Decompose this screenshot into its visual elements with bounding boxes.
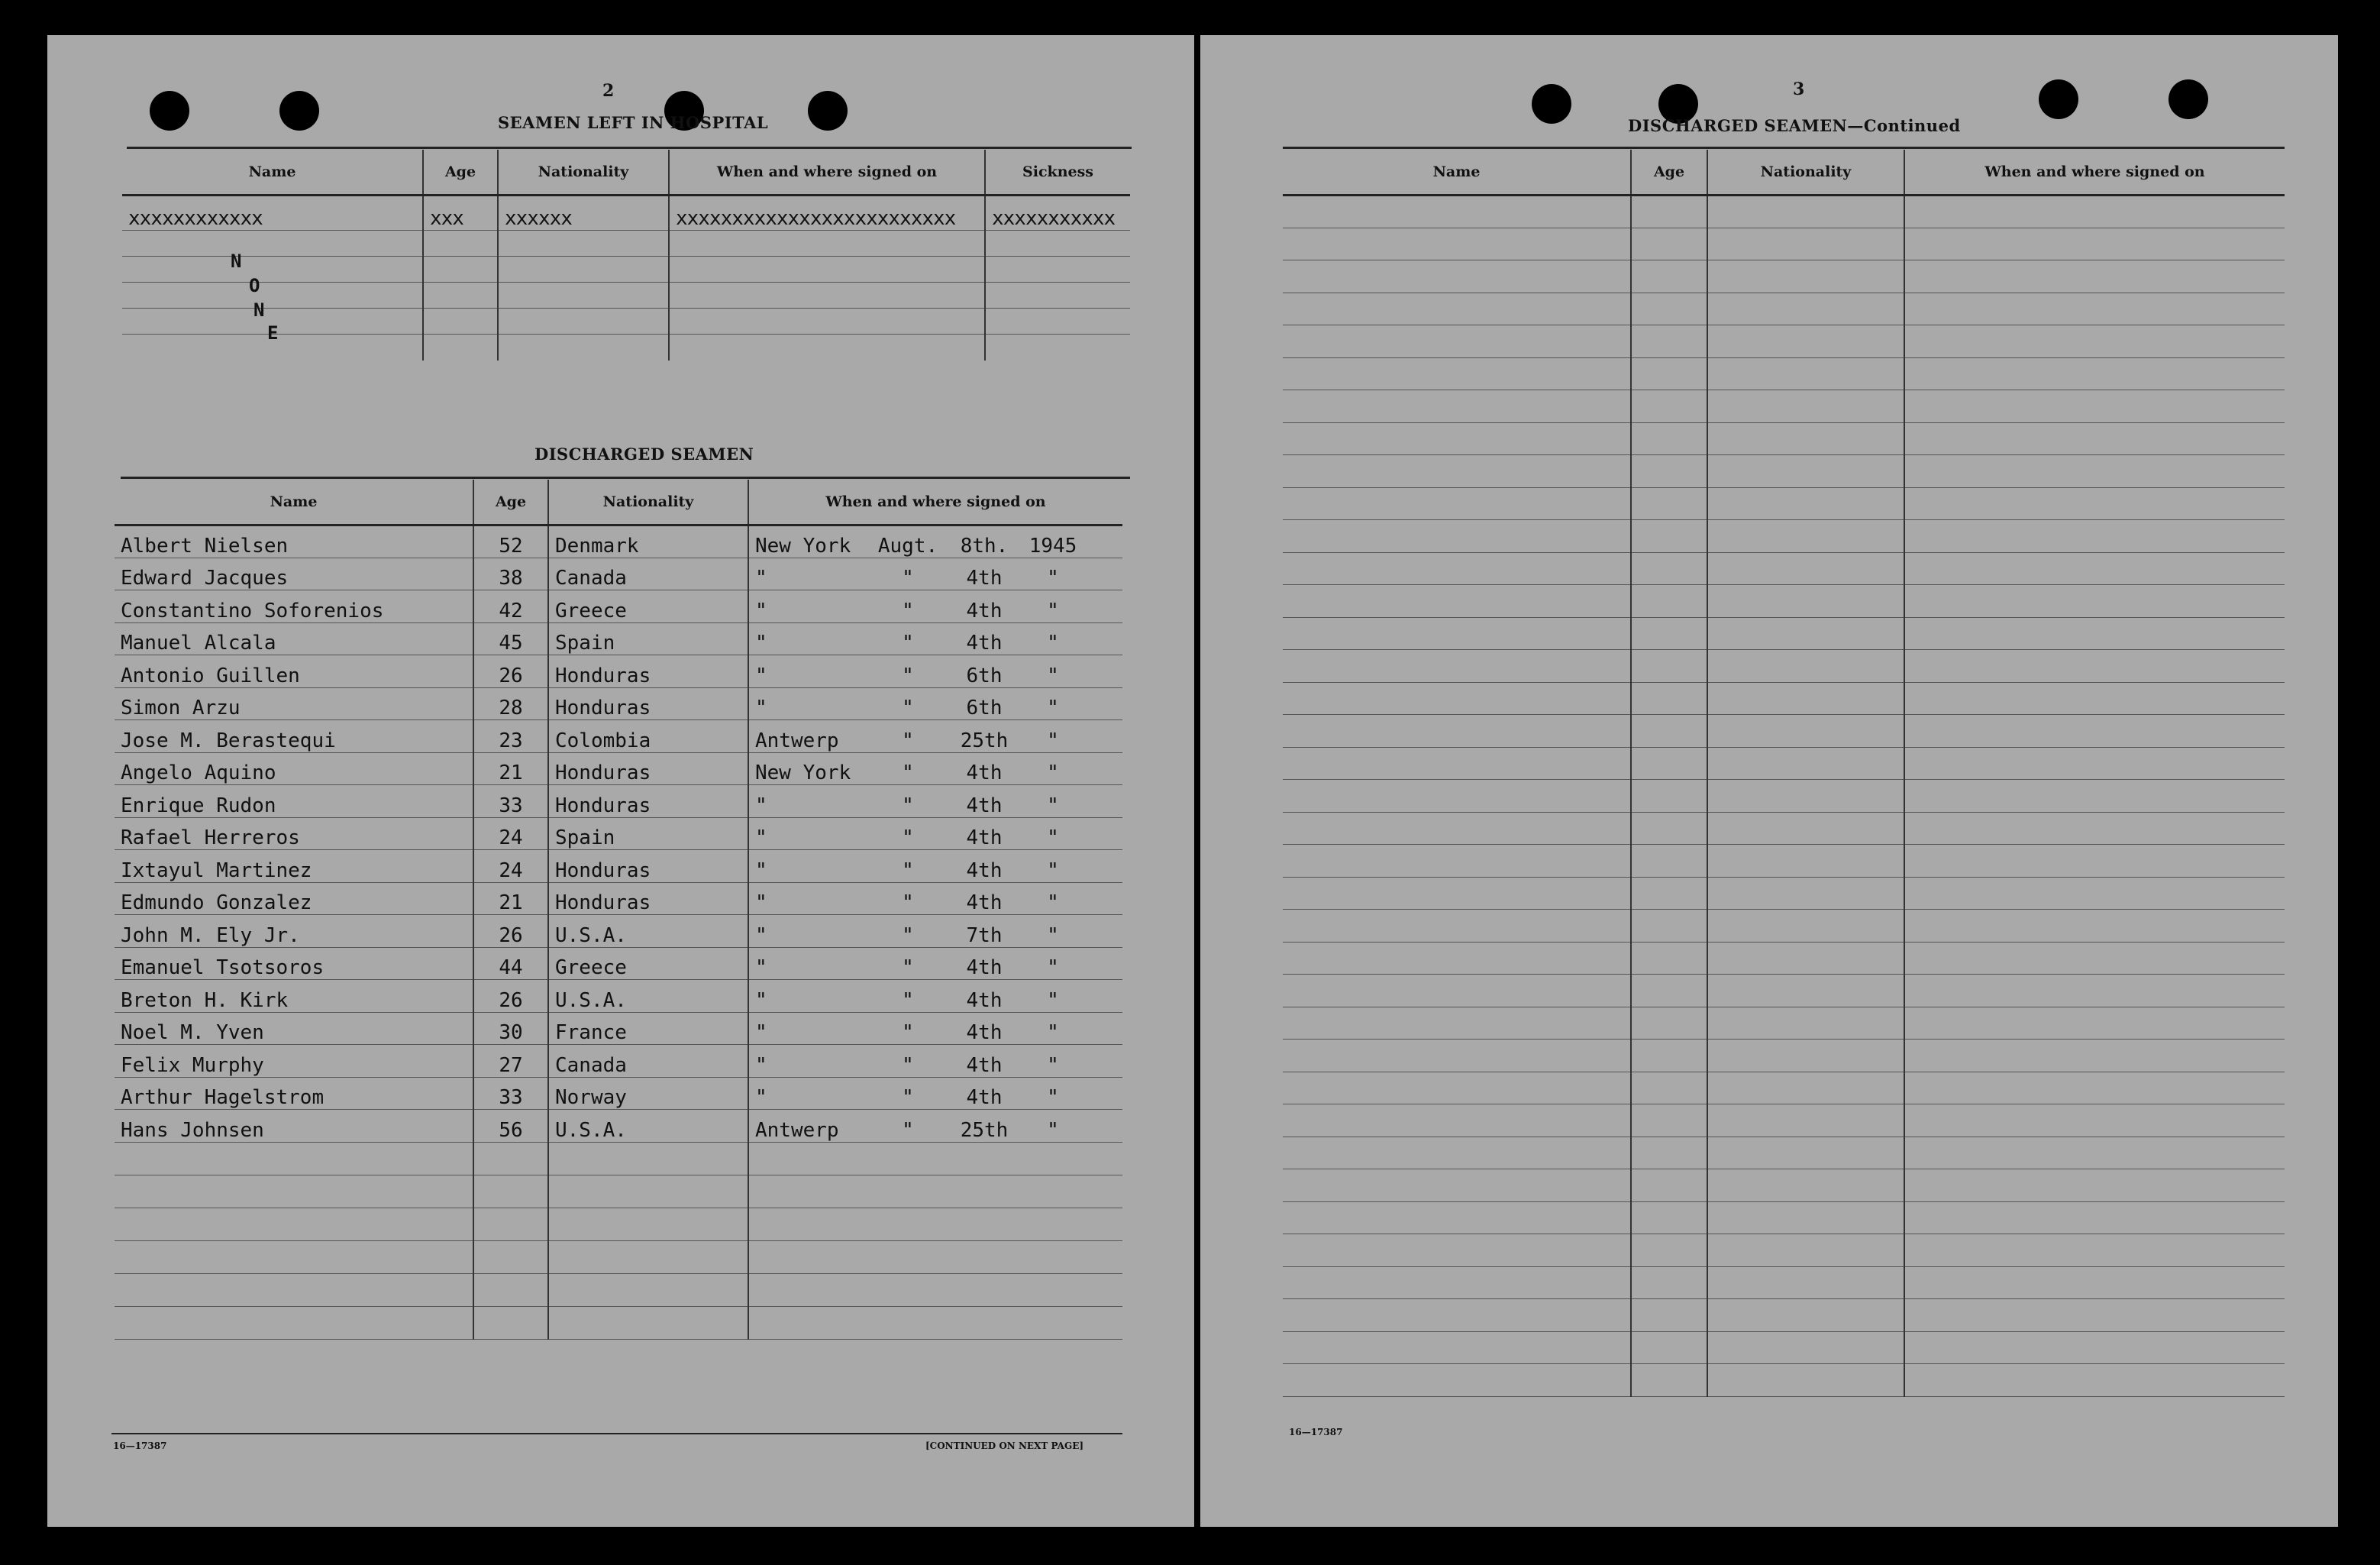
signed-on-mark: " xyxy=(902,1053,914,1077)
seaman-age: 42 xyxy=(473,590,548,623)
seaman-age: 44 xyxy=(473,947,548,980)
signed-on-mark: " xyxy=(902,1021,914,1044)
signed-on-year: " xyxy=(1047,729,1059,752)
signed-on-year: " xyxy=(1047,988,1059,1012)
none-letter: E xyxy=(267,322,279,344)
blank-row xyxy=(1283,1072,2285,1104)
seaman-name: Ixtayul Martinez xyxy=(115,850,473,883)
signed-on-day: 4th xyxy=(966,1053,1003,1077)
seaman-nationality: Honduras xyxy=(548,655,748,688)
table-row xyxy=(115,785,1122,818)
right-page xyxy=(1200,35,2338,1527)
col-header-nationality: Nationality xyxy=(1707,150,1904,196)
col-header-age: Age xyxy=(473,480,548,525)
signed-on-mark: " xyxy=(902,697,914,719)
signed-on-year: " xyxy=(1047,599,1059,622)
seaman-age: 56 xyxy=(473,1110,548,1143)
seaman-age: 21 xyxy=(473,882,548,915)
blank-row xyxy=(1283,196,2285,228)
seaman-name: Edmundo Gonzalez xyxy=(115,882,473,915)
blank-row xyxy=(1283,812,2285,845)
signed-on-day: 4th xyxy=(966,794,1003,817)
signed-on-place: " xyxy=(755,1053,767,1077)
blank-row xyxy=(1283,975,2285,1007)
seaman-nationality: Greece xyxy=(548,590,748,623)
seaman-signed-on xyxy=(748,720,1122,753)
signed-on-mark: " xyxy=(902,729,914,752)
seaman-name: Albert Nielsen xyxy=(115,525,473,558)
seaman-name: Angelo Aquino xyxy=(115,752,473,785)
seaman-signed-on xyxy=(748,785,1122,818)
blank-row xyxy=(1283,1201,2285,1234)
seaman-signed-on xyxy=(748,882,1122,915)
signed-on-place: " xyxy=(755,891,767,914)
seaman-nationality: Colombia xyxy=(548,720,748,753)
seaman-signed-on xyxy=(748,1045,1122,1078)
signed-on-day: 7th xyxy=(966,923,1003,947)
blank-row xyxy=(1283,747,2285,780)
signed-on-day: 4th xyxy=(966,1086,1003,1109)
none-letter: N xyxy=(254,299,265,321)
signed-on-year: " xyxy=(1047,1118,1059,1142)
col-header-sickness: Sickness xyxy=(985,150,1130,196)
blank-row xyxy=(115,1142,1122,1175)
table-row xyxy=(115,980,1122,1013)
signed-on-year: " xyxy=(1047,1021,1059,1044)
blank-row xyxy=(115,1175,1122,1208)
seaman-signed-on xyxy=(748,1077,1122,1110)
signed-on-place: Antwerp xyxy=(755,729,839,752)
table-row xyxy=(115,558,1122,590)
signed-on-day: 4th xyxy=(966,599,1003,622)
punch-hole xyxy=(1532,84,1571,124)
blank-row xyxy=(1283,650,2285,683)
signed-on-year: " xyxy=(1047,826,1059,849)
blank-row xyxy=(115,1273,1122,1306)
continued-note: [CONTINUED ON NEXT PAGE] xyxy=(925,1441,1084,1451)
seaman-name: Hans Johnsen xyxy=(115,1110,473,1143)
table-row xyxy=(115,947,1122,980)
signed-on-place: " xyxy=(755,1021,767,1044)
seaman-signed-on xyxy=(748,947,1122,980)
blank-row xyxy=(1283,1299,2285,1332)
seaman-name: Arthur Hagelstrom xyxy=(115,1077,473,1110)
signed-on-day: 25th xyxy=(960,729,1009,752)
signed-on-year: " xyxy=(1047,858,1059,882)
blank-row xyxy=(115,1208,1122,1240)
seaman-signed-on xyxy=(748,850,1122,883)
signed-on-day: 4th xyxy=(966,826,1003,849)
seaman-name: John M. Ely Jr. xyxy=(115,915,473,948)
seaman-signed-on xyxy=(748,980,1122,1013)
seaman-nationality: Honduras xyxy=(548,882,748,915)
seaman-age: 26 xyxy=(473,980,548,1013)
signed-on-day: 6th xyxy=(966,697,1003,719)
seaman-nationality: U.S.A. xyxy=(548,980,748,1013)
seaman-name: Jose M. Berastequi xyxy=(115,720,473,753)
discharged-table xyxy=(115,480,1122,1340)
table-row xyxy=(115,915,1122,948)
blank-row xyxy=(1283,1234,2285,1267)
seaman-nationality: Honduras xyxy=(548,850,748,883)
punch-hole xyxy=(2039,79,2078,119)
table-row xyxy=(115,1045,1122,1078)
form-number: 16—17387 xyxy=(113,1441,167,1451)
punch-hole xyxy=(2168,79,2208,119)
blank-row xyxy=(1283,877,2285,910)
seaman-signed-on xyxy=(748,915,1122,948)
signed-on-mark: " xyxy=(902,956,914,979)
struck-signed-on: xxxxxxxxxxxxxxxxxxxxxxxxx xyxy=(669,196,985,231)
signed-on-day: 4th xyxy=(966,891,1003,914)
seaman-signed-on xyxy=(748,590,1122,623)
col-header-name: Name xyxy=(1283,150,1631,196)
seaman-name: Breton H. Kirk xyxy=(115,980,473,1013)
signed-on-year: " xyxy=(1047,1086,1059,1109)
seaman-age: 28 xyxy=(473,687,548,720)
continued-section-title: DISCHARGED SEAMEN—Continued xyxy=(1628,116,1961,135)
signed-on-day: 4th xyxy=(966,988,1003,1012)
seaman-signed-on xyxy=(748,655,1122,688)
blank-row xyxy=(1283,357,2285,390)
signed-on-year: " xyxy=(1047,664,1059,687)
table-row xyxy=(115,720,1122,753)
seaman-nationality: Greece xyxy=(548,947,748,980)
struck-age: xxx xyxy=(423,196,498,231)
signed-on-mark: " xyxy=(902,567,914,590)
seaman-signed-on xyxy=(748,817,1122,850)
blank-row xyxy=(1283,1137,2285,1169)
signed-on-place: " xyxy=(755,826,767,849)
seaman-nationality: U.S.A. xyxy=(548,915,748,948)
signed-on-year: " xyxy=(1047,923,1059,947)
form-number: 16—17387 xyxy=(1289,1427,1343,1437)
signed-on-day: 4th xyxy=(966,858,1003,882)
seaman-age: 38 xyxy=(473,558,548,590)
signed-on-day: 25th xyxy=(960,1118,1009,1142)
seaman-nationality: Canada xyxy=(548,558,748,590)
blank-row xyxy=(1283,487,2285,520)
seaman-age: 52 xyxy=(473,525,548,558)
seaman-signed-on xyxy=(748,558,1122,590)
signed-on-day: 4th xyxy=(966,1021,1003,1044)
signed-on-mark: " xyxy=(902,923,914,947)
seaman-signed-on xyxy=(748,622,1122,655)
none-letter: O xyxy=(249,275,260,296)
seaman-nationality: Honduras xyxy=(548,752,748,785)
blank-row xyxy=(115,1240,1122,1273)
seaman-nationality: France xyxy=(548,1012,748,1045)
table-row xyxy=(115,590,1122,623)
struck-sickness: xxxxxxxxxxx xyxy=(985,196,1130,231)
blank-row xyxy=(1283,845,2285,878)
struck-name: xxxxxxxxxxxx xyxy=(122,196,423,231)
blank-row xyxy=(1283,1331,2285,1364)
seaman-nationality: Spain xyxy=(548,622,748,655)
discharged-section-title: DISCHARGED SEAMEN xyxy=(534,445,754,464)
seaman-signed-on xyxy=(748,1012,1122,1045)
seaman-age: 23 xyxy=(473,720,548,753)
page-number: 2 xyxy=(602,81,615,101)
blank-row xyxy=(1283,682,2285,715)
signed-on-year: " xyxy=(1047,1053,1059,1077)
signed-on-place: Antwerp xyxy=(755,1118,839,1142)
signed-on-place: " xyxy=(755,697,767,719)
blank-row xyxy=(1283,1266,2285,1299)
seaman-nationality: Honduras xyxy=(548,785,748,818)
signed-on-year: " xyxy=(1047,956,1059,979)
table-row xyxy=(115,1077,1122,1110)
col-header-nationality: Nationality xyxy=(548,480,748,525)
seaman-age: 26 xyxy=(473,655,548,688)
seaman-nationality: Canada xyxy=(548,1045,748,1078)
signed-on-place: New York xyxy=(755,761,851,784)
seaman-age: 27 xyxy=(473,1045,548,1078)
seaman-age: 33 xyxy=(473,1077,548,1110)
col-header-name: Name xyxy=(122,150,423,196)
signed-on-mark: " xyxy=(902,632,914,655)
signed-on-place: " xyxy=(755,923,767,947)
blank-row xyxy=(1283,1007,2285,1040)
col-header-signed-on: When and where signed on xyxy=(669,150,985,196)
seaman-nationality: U.S.A. xyxy=(548,1110,748,1143)
signed-on-place: " xyxy=(755,956,767,979)
page-number: 3 xyxy=(1793,79,1805,99)
punch-hole xyxy=(150,91,189,131)
blank-row xyxy=(1283,325,2285,358)
struck-nationality: xxxxxx xyxy=(498,196,669,231)
seaman-name: Felix Murphy xyxy=(115,1045,473,1078)
table-row xyxy=(115,687,1122,720)
signed-on-year: " xyxy=(1047,567,1059,590)
signed-on-mark: Augt. xyxy=(877,534,938,558)
blank-row xyxy=(1283,1364,2285,1397)
col-header-age: Age xyxy=(423,150,498,196)
left-page xyxy=(47,35,1194,1527)
blank-row xyxy=(1283,293,2285,325)
blank-row xyxy=(1283,260,2285,293)
col-header-age: Age xyxy=(1631,150,1707,196)
signed-on-place: " xyxy=(755,794,767,817)
seaman-age: 30 xyxy=(473,1012,548,1045)
blank-row xyxy=(1283,942,2285,975)
blank-row xyxy=(1283,780,2285,813)
signed-on-mark: " xyxy=(902,1086,914,1109)
seaman-age: 33 xyxy=(473,785,548,818)
seaman-name: Constantino Soforenios xyxy=(115,590,473,623)
none-letter: N xyxy=(231,251,242,272)
blank-row xyxy=(1283,390,2285,423)
seaman-nationality: Norway xyxy=(548,1077,748,1110)
table-row xyxy=(115,1012,1122,1045)
signed-on-day: 4th xyxy=(966,632,1003,655)
blank-row xyxy=(1283,1169,2285,1202)
signed-on-year: " xyxy=(1047,632,1059,655)
seaman-signed-on xyxy=(748,687,1122,720)
blank-row xyxy=(1283,552,2285,585)
signed-on-place: " xyxy=(755,567,767,590)
seaman-nationality: Denmark xyxy=(548,525,748,558)
discharged-top-rule xyxy=(121,477,1130,479)
table-row xyxy=(115,850,1122,883)
seaman-age: 21 xyxy=(473,752,548,785)
signed-on-mark: " xyxy=(902,826,914,849)
seaman-name: Enrique Rudon xyxy=(115,785,473,818)
blank-row xyxy=(1283,520,2285,553)
signed-on-day: 4th xyxy=(966,567,1003,590)
col-header-nationality: Nationality xyxy=(498,150,669,196)
footer-rule xyxy=(111,1433,1122,1434)
seaman-age: 24 xyxy=(473,817,548,850)
signed-on-day: 4th xyxy=(966,761,1003,784)
signed-on-place: " xyxy=(755,632,767,655)
signed-on-place: New York xyxy=(755,534,851,558)
signed-on-place: " xyxy=(755,599,767,622)
hospital-section-title: SEAMEN LEFT IN HOSPITAL xyxy=(498,113,769,132)
col-header-signed-on: When and where signed on xyxy=(1904,150,2285,196)
signed-on-year: " xyxy=(1047,761,1059,784)
seaman-name: Emanuel Tsotsoros xyxy=(115,947,473,980)
continued-table xyxy=(1283,150,2285,1397)
seaman-name: Antonio Guillen xyxy=(115,655,473,688)
blank-row xyxy=(1283,228,2285,260)
blank-row xyxy=(1283,910,2285,943)
table-row xyxy=(115,622,1122,655)
hospital-top-rule xyxy=(127,147,1132,149)
seaman-nationality: Spain xyxy=(548,817,748,850)
signed-on-mark: " xyxy=(902,858,914,882)
signed-on-place: " xyxy=(755,664,767,687)
blank-row xyxy=(1283,1040,2285,1072)
col-header-signed-on: When and where signed on xyxy=(748,480,1122,525)
table-row xyxy=(115,655,1122,688)
signed-on-place: " xyxy=(755,1086,767,1109)
signed-on-mark: " xyxy=(902,1118,914,1142)
signed-on-year: " xyxy=(1047,891,1059,914)
signed-on-mark: " xyxy=(902,794,914,817)
table-row xyxy=(115,1110,1122,1143)
table-row xyxy=(115,882,1122,915)
signed-on-place: " xyxy=(755,858,767,882)
table-row xyxy=(115,752,1122,785)
seaman-name: Simon Arzu xyxy=(115,687,473,720)
seaman-name: Manuel Alcala xyxy=(115,622,473,655)
blank-row xyxy=(1283,715,2285,748)
seaman-name: Edward Jacques xyxy=(115,558,473,590)
signed-on-day: 8th. xyxy=(960,534,1009,558)
signed-on-year: 1945 xyxy=(1029,534,1077,558)
table-row xyxy=(115,817,1122,850)
right-top-rule xyxy=(1283,147,2285,149)
signed-on-mark: " xyxy=(902,761,914,784)
blank-row xyxy=(1283,1104,2285,1137)
signed-on-mark: " xyxy=(902,599,914,622)
seaman-age: 45 xyxy=(473,622,548,655)
seaman-name: Noel M. Yven xyxy=(115,1012,473,1045)
signed-on-mark: " xyxy=(902,664,914,687)
seaman-age: 24 xyxy=(473,850,548,883)
signed-on-mark: " xyxy=(902,988,914,1012)
seaman-age: 26 xyxy=(473,915,548,948)
signed-on-year: " xyxy=(1047,697,1059,719)
signed-on-place: " xyxy=(755,988,767,1012)
blank-row xyxy=(1283,455,2285,488)
blank-row xyxy=(1283,422,2285,455)
seaman-signed-on xyxy=(748,1110,1122,1143)
signed-on-mark: " xyxy=(902,891,914,914)
punch-hole xyxy=(808,91,848,131)
signed-on-year: " xyxy=(1047,794,1059,817)
blank-row xyxy=(115,1306,1122,1339)
blank-row xyxy=(1283,617,2285,650)
seaman-signed-on xyxy=(748,752,1122,785)
seaman-signed-on xyxy=(748,525,1122,558)
seaman-nationality: Honduras xyxy=(548,687,748,720)
signed-on-day: 6th xyxy=(966,664,1003,687)
signed-on-day: 4th xyxy=(966,956,1003,979)
col-header-name: Name xyxy=(115,480,473,525)
punch-hole xyxy=(279,91,319,131)
table-row xyxy=(115,525,1122,558)
seaman-name: Rafael Herreros xyxy=(115,817,473,850)
blank-row xyxy=(1283,585,2285,618)
